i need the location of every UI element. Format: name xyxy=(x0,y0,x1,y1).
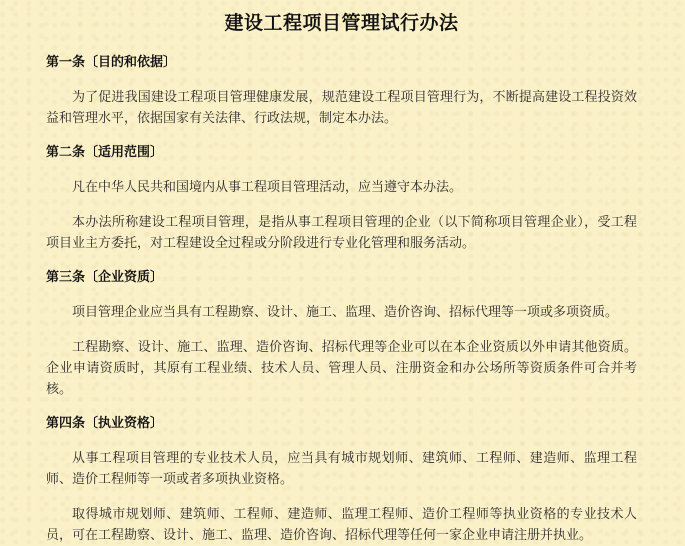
article-paragraph: 凡在中华人民共和国境内从事工程项目管理活动，应当遵守本办法。 xyxy=(72,180,463,195)
article-heading: 第一条〔目的和依据〕 xyxy=(46,55,177,70)
article-heading: 第四条〔执业资格〕 xyxy=(46,416,164,431)
article-paragraph: 取得城市规划师、建筑师、工程师、建造师、监理工程师、造价工程师等执业资格的专业技术人员，可在工程勘察、设计、施工、监理、造价咨询、招标代理等任何一家企业申请注册并执业。 xyxy=(46,507,637,543)
article-2 xyxy=(46,143,637,254)
article-4 xyxy=(46,414,637,546)
article-1 xyxy=(46,53,637,129)
article-paragraph: 为了促进我国建设工程项目管理健康发展，规范建设工程项目管理行为，不断提高建设工程投资效益和管理水平，依据国家有关法律、行政法规，制定本办法。 xyxy=(46,90,637,126)
article-3 xyxy=(46,268,637,400)
article-paragraph: 从事工程项目管理的专业技术人员，应当具有城市规划师、建筑师、工程师、建造师、监理工程师、造价工程师等一项或者多项执业资格。 xyxy=(46,451,637,487)
article-paragraph: 本办法所称建设工程项目管理，是指从事工程项目管理的企业（以下简称项目管理企业），受工程项目业主方委托，对工程建设全过程或分阶段进行专业化管理和服务活动。 xyxy=(46,215,637,251)
article-paragraph: 项目管理企业应当具有工程勘察、设计、施工、监理、造价咨询、招标代理等一项或多项资质。 xyxy=(72,305,619,320)
document-title: 建设工程项目管理试行办法 xyxy=(224,12,459,34)
article-heading: 第二条〔适用范围〕 xyxy=(46,145,164,160)
article-heading: 第三条〔企业资质〕 xyxy=(46,270,164,285)
article-paragraph: 工程勘察、设计、施工、监理、造价咨询、招标代理等企业可以在本企业资质以外申请其他资质。企业申请资质时，其原有工程业绩、技术人员、管理人员、注册资金和办公场所等资质条件可合并考核。 xyxy=(46,340,637,397)
